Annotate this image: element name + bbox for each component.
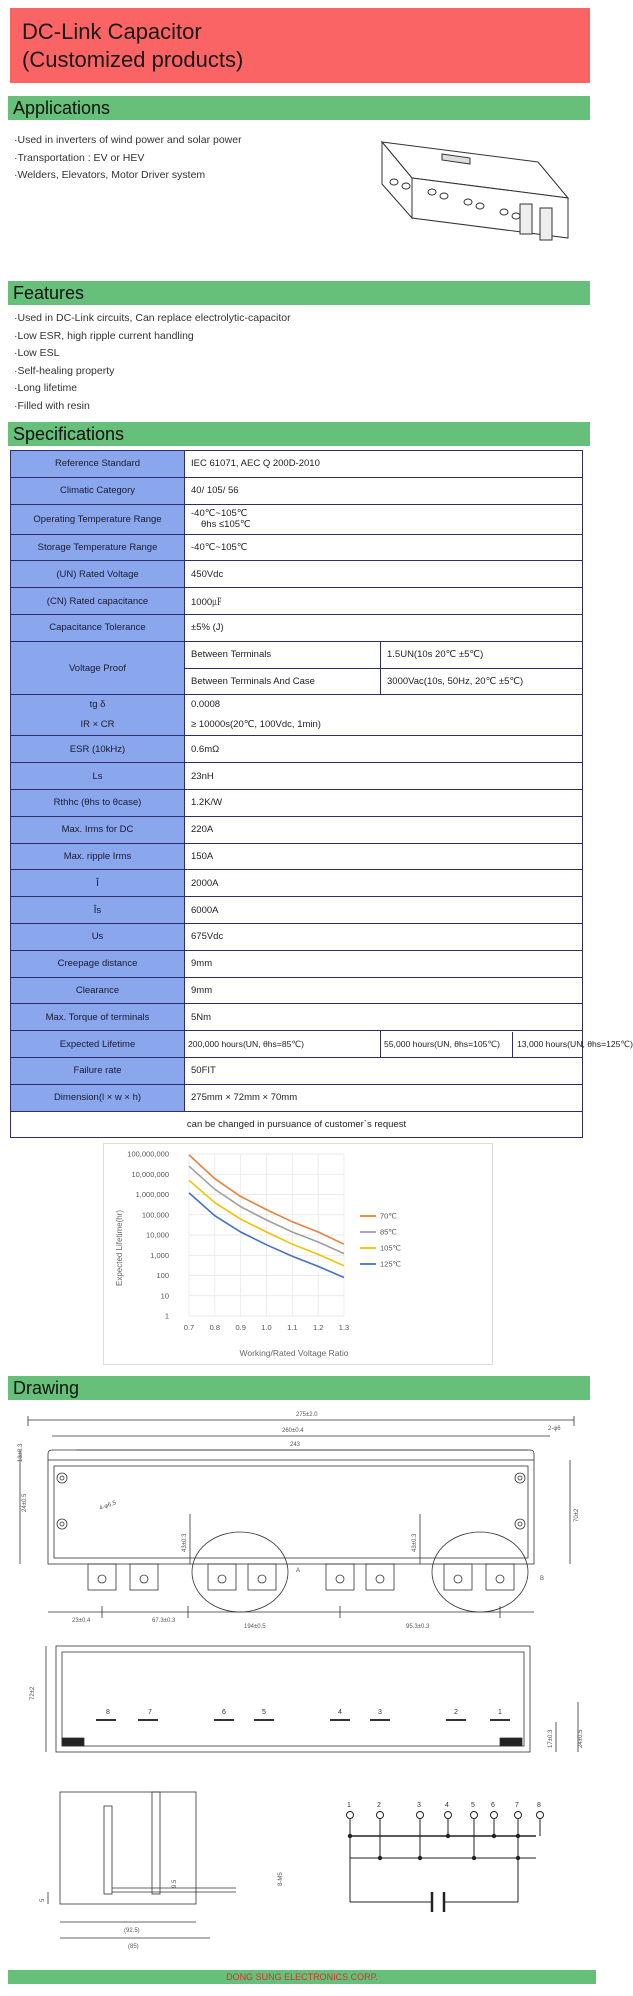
table-row (11, 504, 583, 534)
chart-xlabel: Working/Rated Voltage Ratio (239, 1348, 349, 1358)
footer-company: DONG SUNG ELECTRONICS CORP. (8, 1970, 596, 1984)
lifetime-chart-svg (104, 1144, 494, 1366)
title-banner (10, 8, 590, 83)
spec-label: Clearance (11, 977, 185, 1004)
spec-value: 40/ 105/ 56 (185, 477, 583, 504)
spec-value-line: θhs ≤105℃ (201, 519, 251, 531)
spec-value: 675Vdc (185, 923, 583, 950)
chart-ytick-label: 100 (156, 1271, 169, 1280)
spec-label: Î (11, 870, 185, 897)
table-row (11, 534, 583, 561)
terminal-label: 6 (222, 1709, 226, 1716)
spec-label-line: IR × CR (80, 719, 115, 731)
terminal-label: 7 (148, 1709, 152, 1716)
applications-list (14, 132, 242, 185)
dim-bot-side: 5 (40, 1898, 46, 1902)
table-row (11, 843, 583, 870)
spec-label: Storage Temperature Range (11, 534, 185, 561)
dim-95: 95.3±0.3 (406, 1624, 430, 1630)
spec-label: Max. ripple Irms (11, 843, 185, 870)
chart-ytick-label: 10,000 (146, 1230, 169, 1240)
spec-label: (UN) Rated Voltage (11, 561, 185, 588)
dim-side-h: 43±0.3 (182, 1533, 188, 1552)
spec-label: Max. Irms for DC (11, 816, 185, 843)
dim-front-r2: 24±0.5 (578, 1729, 584, 1748)
spec-sub-label: Between Terminals (185, 641, 381, 668)
chart-ytick-label: 1 (164, 1311, 169, 1321)
dim-bot-r: 8-M5 (278, 1872, 284, 1886)
table-row (11, 477, 583, 504)
list-item: ·Welders, Elevators, Motor Driver system (14, 169, 206, 181)
dim-front-r1: 17±0.3 (548, 1729, 554, 1748)
terminal-label: 2 (454, 1709, 458, 1716)
chart-ytick-label: 100,000 (141, 1210, 169, 1220)
dim-bot-h: 9.5 (172, 1879, 178, 1888)
spec-label: Climatic Category (11, 477, 185, 504)
spec-value (381, 1031, 633, 1058)
spec-value: IEC 61071, AEC Q 200D-2010 (185, 451, 583, 478)
dim-194: 194±0.5 (244, 1624, 266, 1630)
table-row (11, 816, 583, 843)
spec-value-line: ≥ 10000s(20℃, 100Vdc, 1min) (191, 719, 321, 731)
spec-label: Max. Torque of terminals (11, 1004, 185, 1031)
chart-ytick-label: 1,000,000 (135, 1190, 169, 1199)
dim-front-left: 72±2 (30, 1686, 36, 1700)
spec-value: 200,000 hours(UN, θhs=85℃) (185, 1031, 381, 1058)
spec-label: ESR (10kHz) (11, 736, 185, 763)
terminal-label: 1 (498, 1709, 502, 1716)
chart-xtick-label: 1.1 (287, 1323, 298, 1332)
list-item: ·Used in DC-Link circuits, Can replace electrolytic-capacitor (14, 312, 291, 324)
spec-label-line: tg δ (89, 699, 106, 711)
table-row (11, 1031, 583, 1058)
capacitor-product-image (370, 134, 580, 266)
table-row (11, 1057, 583, 1084)
title-line-1: DC-Link Capacitor (22, 19, 202, 44)
circuit-dots (348, 1834, 520, 1860)
spec-value: 2000A (185, 870, 583, 897)
spec-label: Failure rate (11, 1057, 185, 1084)
table-row (11, 1111, 583, 1138)
spec-value-part: 55,000 hours(UN, θhs=105℃) (381, 1032, 513, 1057)
features-list (14, 310, 291, 415)
circuit-label: 8 (537, 1802, 541, 1809)
chart-legend-label: 70℃ (380, 1211, 397, 1221)
spec-label: Dimension(l × w × h) (11, 1084, 185, 1111)
lifetime-chart (103, 1143, 493, 1365)
dim-side-h2: 43±0.3 (412, 1533, 418, 1552)
table-row (11, 1004, 583, 1031)
spec-label: Capacitance Tolerance (11, 614, 185, 641)
spec-value: 5Nm (185, 1004, 583, 1031)
chart-ytick-label: 100,000,000 (127, 1149, 169, 1159)
dim-left-2: 24±0.5 (22, 1493, 28, 1512)
terminal-label: 5 (262, 1709, 266, 1716)
dim-circ: 2-φ6 (548, 1426, 561, 1432)
table-row (11, 950, 583, 977)
table-row (11, 897, 583, 924)
circuit-label: 3 (417, 1802, 421, 1809)
spec-value: 9mm (185, 950, 583, 977)
list-item: ·Filled with resin (14, 399, 90, 412)
chart-xtick-label: 1.2 (312, 1323, 324, 1332)
label-a: A (296, 1568, 301, 1574)
technical-drawing (0, 1402, 607, 1967)
chart-ytick-label: 1,000 (150, 1250, 169, 1260)
dim-67: 67.3±0.3 (152, 1618, 176, 1624)
specifications-heading: Specifications (8, 422, 590, 446)
spec-value: 220A (185, 816, 583, 843)
spec-value: 450Vdc (185, 561, 583, 588)
circuit-label: 2 (377, 1802, 381, 1809)
table-row (11, 763, 583, 790)
terminal-label: 4 (338, 1709, 342, 1716)
spec-label: Reference Standard (11, 451, 185, 478)
spec-value (185, 695, 583, 736)
spec-note: can be changed in pursuance of customer`s request (11, 1111, 583, 1138)
dim-overall: 275±2.0 (296, 1412, 318, 1418)
chart-xtick-label: 0.9 (235, 1323, 246, 1332)
spec-value: 3000Vac(10s, 50Hz, 20℃ ±5℃) (381, 668, 583, 695)
spec-label: Îs (11, 897, 185, 924)
dim-243: 243 (290, 1442, 301, 1448)
list-item: ·Transportation : EV or HEV (14, 151, 145, 164)
circuit-label: 4 (445, 1802, 449, 1809)
spec-label: (CN) Rated capacitance (11, 588, 185, 615)
front-view (46, 1646, 578, 1752)
circuit-label: 6 (491, 1802, 495, 1809)
chart-ytick-label: 10 (160, 1291, 169, 1301)
table-row (11, 977, 583, 1004)
table-row (11, 695, 583, 736)
terminal-numbers (106, 1709, 502, 1716)
spec-value: 275mm × 72mm × 70mm (185, 1084, 583, 1111)
terminal-label: 3 (378, 1709, 382, 1716)
spec-label: Rthhc (θhs to θcase) (11, 789, 185, 816)
circuit-numbers (347, 1802, 541, 1809)
table-row (11, 588, 583, 615)
dim-left-1: 13±0.3 (18, 1443, 24, 1462)
table-row (11, 1084, 583, 1111)
chart-xtick-label: 0.8 (209, 1323, 221, 1332)
table-row (11, 789, 583, 816)
spec-label (11, 695, 185, 736)
spec-value: 1.5UN(10s 20℃ ±5℃) (381, 641, 583, 668)
spec-sub-label: Between Terminals And Case (185, 668, 381, 695)
specifications-table (10, 450, 633, 1138)
chart-legend-label: 85℃ (380, 1227, 397, 1237)
circuit-label: 5 (471, 1802, 475, 1809)
dim-right: 70±2 (574, 1508, 580, 1522)
table-row (11, 614, 583, 641)
spec-label: Creepage distance (11, 950, 185, 977)
list-item: ·Used in inverters of wind power and solar power (14, 134, 242, 146)
spec-label: Expected Lifetime (11, 1031, 185, 1058)
table-row (11, 870, 583, 897)
applications-heading: Applications (8, 96, 590, 120)
features-heading: Features (8, 281, 590, 305)
spec-value: 50FIT (185, 1057, 583, 1084)
spec-value: -40℃~105℃ (185, 534, 583, 561)
spec-value: 1000㎌ (185, 588, 583, 615)
spec-value (185, 504, 583, 534)
spec-value: ±5% (J) (185, 614, 583, 641)
spec-value: 6000A (185, 897, 583, 924)
chart-xtick-label: 1.3 (338, 1323, 350, 1332)
spec-value: 9mm (185, 977, 583, 1004)
spec-value: 0.6mΩ (185, 736, 583, 763)
list-item: ·Self-healing property (14, 364, 115, 377)
chart-legend-label: 125℃ (380, 1259, 401, 1269)
dim-260: 260±0.4 (282, 1428, 304, 1434)
table-row (11, 561, 583, 588)
list-item: ·Low ESL (14, 347, 60, 359)
table-row (11, 641, 583, 668)
spec-value: 1.2K/W (185, 789, 583, 816)
circuit-label: 1 (347, 1802, 351, 1809)
chart-xtick-label: 1.0 (261, 1323, 272, 1332)
title-line-2: (Customized products) (22, 47, 244, 72)
spec-value-line: 0.0008 (191, 699, 221, 711)
drawing-heading: Drawing (8, 1376, 590, 1400)
dim-hole: 4-φ6.5 (98, 1500, 118, 1512)
table-row (11, 736, 583, 763)
circuit-label: 7 (515, 1802, 519, 1809)
label-b: B (540, 1576, 545, 1582)
dim-23: 23±0.4 (72, 1618, 91, 1624)
terminal-label: 8 (106, 1709, 110, 1716)
chart-xtick-label: 0.7 (183, 1323, 195, 1332)
spec-value: 23nH (185, 763, 583, 790)
list-item: ·Long lifetime (14, 382, 78, 394)
dim-bot-w1: (92.5) (124, 1928, 140, 1934)
spec-value: 150A (185, 843, 583, 870)
chart-ylabel: Expected Lifetime(hr) (115, 1209, 124, 1287)
table-row (11, 923, 583, 950)
dim-bot-w2: (85) (128, 1944, 139, 1950)
spec-label: Voltage Proof (11, 641, 185, 695)
spec-label: Operating Temperature Range (11, 504, 185, 534)
list-item: ·Low ESR, high ripple current handling (14, 329, 194, 342)
side-view (48, 1792, 236, 1938)
spec-label: Ls (11, 763, 185, 790)
circuit-schematic (347, 1812, 544, 1913)
spec-label: Us (11, 923, 185, 950)
spec-value-line: -40℃~105℃ (191, 508, 248, 520)
spec-value-part: 13,000 hours(UN, θhs=125℃) (517, 1038, 633, 1049)
chart-ytick-label: 10,000,000 (131, 1169, 169, 1179)
table-row (11, 451, 583, 478)
chart-legend-label: 105℃ (380, 1243, 401, 1253)
